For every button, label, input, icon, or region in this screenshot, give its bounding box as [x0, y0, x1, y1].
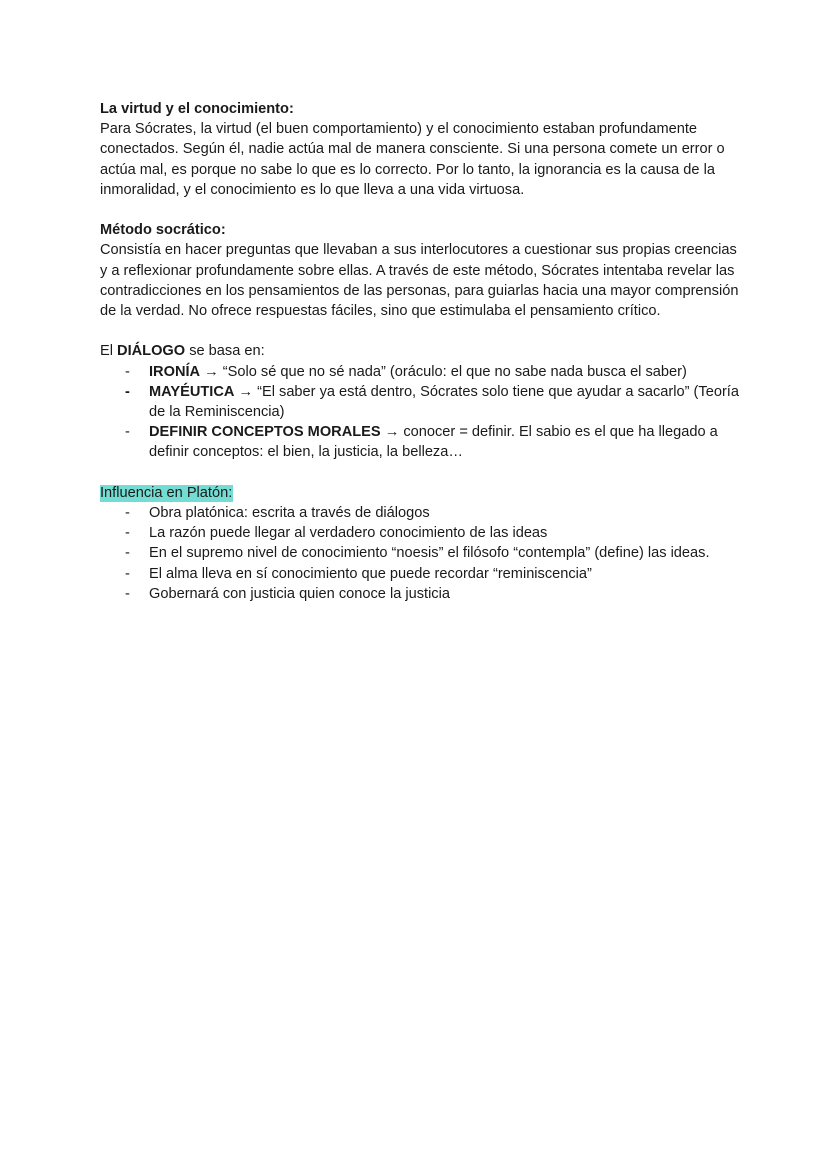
highlighted-heading: Influencia en Platón: [100, 484, 233, 501]
list-item [100, 382, 740, 422]
list-item-text: “El saber ya está dentro, Sócrates solo tiene que ayudar a sacarlo” (Teoría de la Reminiscencia) [149, 383, 739, 421]
dialogo-intro-suffix: se basa en: [185, 343, 265, 360]
section-heading-influencia [100, 483, 740, 503]
document-page [100, 99, 740, 604]
dialogo-intro-prefix: El [100, 343, 118, 360]
arrow-icon: → [234, 383, 258, 400]
list-item-text: El alma lleva en sí conocimiento que puede recordar “reminiscencia” [149, 565, 592, 582]
section-metodo [100, 220, 740, 321]
section-body-virtud: Para Sócrates, la virtud (el buen comportamiento) y el conocimiento estaban profundamente conectados. Según él, nadie actúa mal de manera consciente. Si una persona comete un error o actúa mal, es porque no sabe lo que es lo correcto. Por lo tanto, la ignorancia es la causa de la inmoralidad, y el conocimiento es lo que lleva a una vida virtuosa. [100, 121, 725, 198]
arrow-icon: → [380, 424, 404, 441]
section-heading-virtud: La virtud y el conocimiento: [100, 101, 294, 117]
section-dialogo [100, 341, 740, 462]
list-item [100, 362, 740, 382]
influencia-list [100, 503, 740, 604]
dash-bullet: - [125, 525, 130, 542]
dialogo-intro [100, 341, 740, 361]
arrow-icon: → [200, 363, 223, 380]
section-influencia [100, 483, 740, 604]
list-item-text: La razón puede llegar al verdadero conocimiento de las ideas [149, 525, 548, 542]
list-item-text: conocer = definir. El sabio es el que ha llegado a definir conceptos: el bien, la justicia, la belleza… [149, 424, 718, 461]
dash-bullet: - [125, 565, 130, 582]
dialogo-intro-bold: DIÁLOGO [117, 343, 186, 360]
dash-bullet: - [125, 585, 130, 602]
dash-bullet: - [125, 424, 130, 441]
list-item-text: En el supremo nivel de conocimiento “noesis” el filósofo “contempla” (define) las ideas. [149, 545, 710, 562]
dash-bullet: - [125, 383, 130, 400]
list-item-text: Obra platónica: escrita a través de diálogos [149, 505, 430, 522]
dash-bullet: - [125, 363, 130, 380]
list-item-text: Gobernará con justicia quien conoce la justicia [149, 585, 450, 602]
section-virtud [100, 99, 740, 200]
list-item [100, 564, 740, 584]
list-item [100, 503, 740, 523]
list-item-term: IRONÍA [149, 363, 201, 380]
list-item [100, 543, 740, 563]
list-item-term: DEFINIR CONCEPTOS MORALES [149, 424, 381, 441]
section-body-metodo: Consistía en hacer preguntas que llevaban a sus interlocutores a cuestionar sus propias creencias y a reflexionar profundamente sobre ellas. A través de este método, Sócrates intentaba revelar las contradicciones en los pensamientos de las personas, para guiarlas hacia una mayor comprensión de la verdad. No ofrece respuestas fáciles, sino que estimulaba el pensamiento crítico. [100, 242, 739, 320]
dash-bullet: - [125, 545, 130, 562]
list-item-text: “Solo sé que no sé nada” (oráculo: el que no sabe nada busca el saber) [222, 363, 687, 380]
list-item [100, 523, 740, 543]
dash-bullet: - [125, 505, 130, 522]
dialogo-list [100, 362, 740, 463]
list-item [100, 422, 740, 462]
section-heading-metodo: Método socrático: [100, 222, 226, 239]
list-item-term: MAYÉUTICA [149, 383, 235, 400]
list-item [100, 584, 740, 604]
